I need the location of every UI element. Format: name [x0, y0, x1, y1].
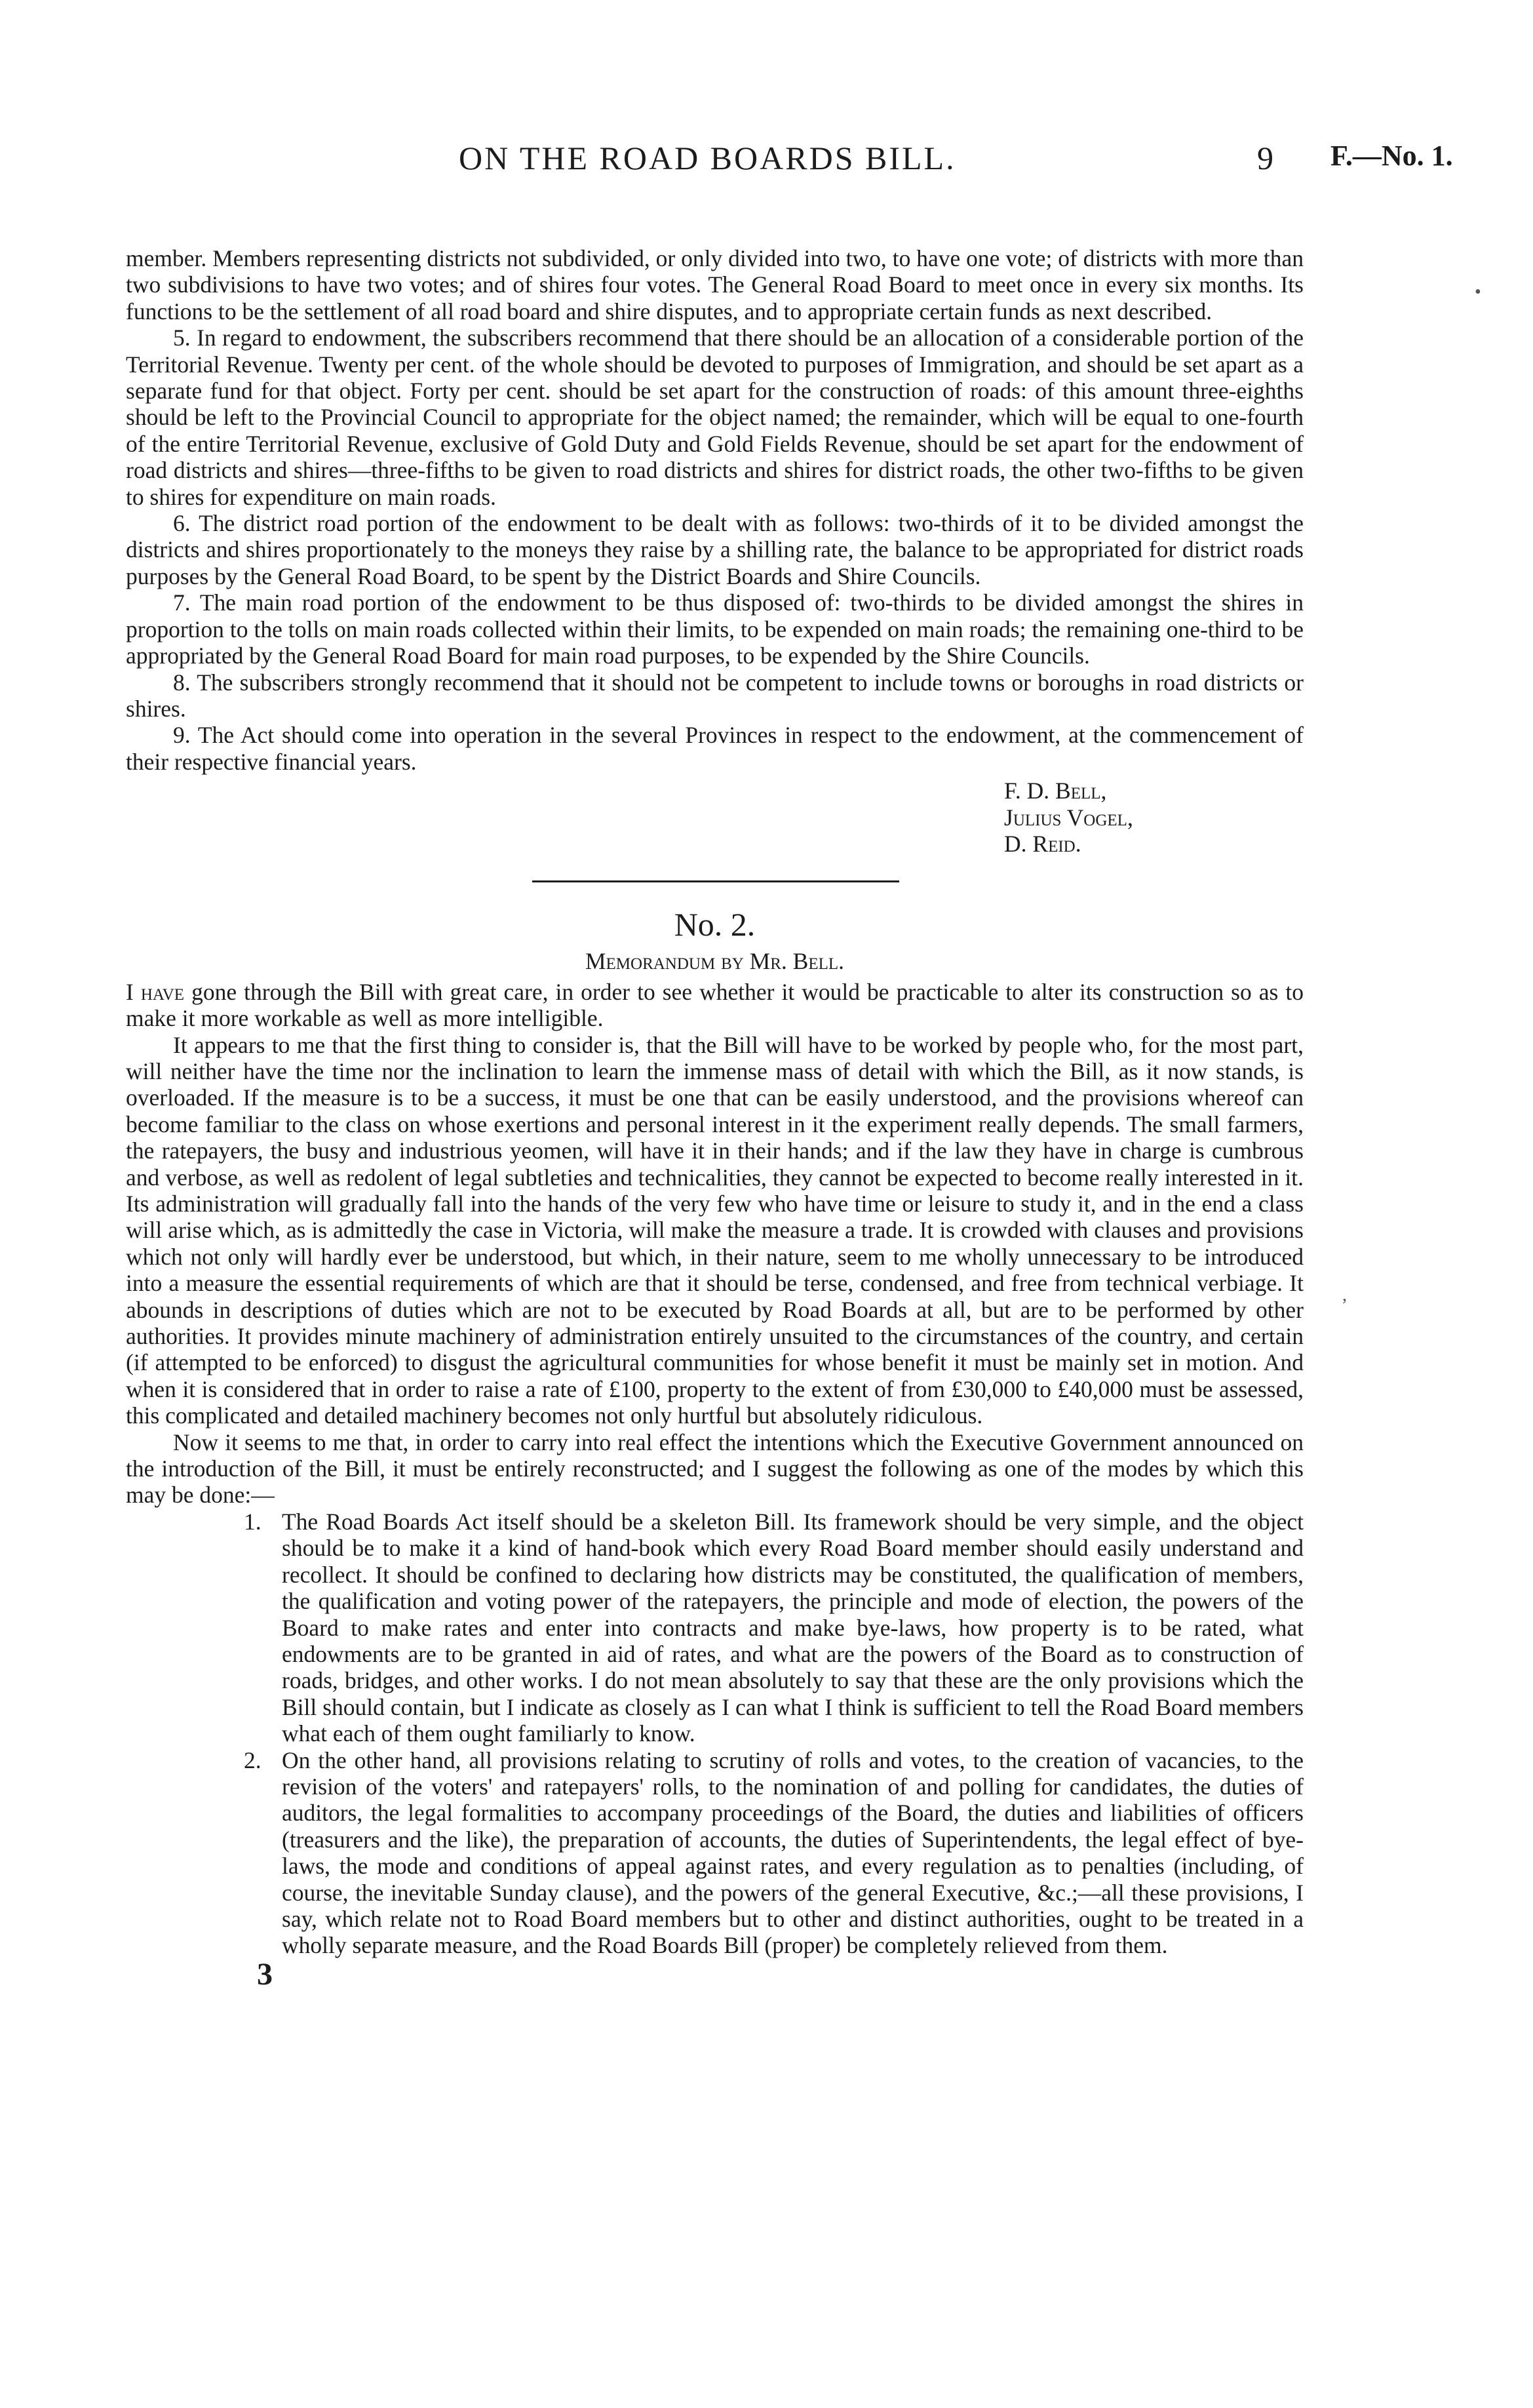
page-header: [0, 139, 1533, 185]
paragraph-9: 9. The Act should come into operation in the several Provinces in respect to the endowment, at the commencement of their respective financial years.: [126, 722, 1304, 775]
memo-paragraph-3: Now it seems to me that, in order to carry into real effect the intentions which the Executive Government announced on the introduction of the Bill, it must be entirely reconstructed; and I suggest the following as one of the modes by which this may be done:—: [126, 1429, 1304, 1509]
running-title: ON THE ROAD BOARDS BILL.: [459, 140, 956, 176]
signature-vogel: Julius Vogel,: [1004, 804, 1133, 831]
continuation-paragraph: member. Members representing districts not subdivided, or only divided into two, to have one vote; of districts with more than two subdivisions to have two votes; and of shires four votes. The General Road Board to meet once in every six months. Its functions to be the settlement of all road board and shire disputes, and to appropriate certain funds as next described.: [126, 245, 1304, 325]
stray-mark: ,: [1342, 1285, 1347, 1305]
memo-title: Memorandum by Mr. Bell.: [585, 948, 845, 975]
stray-mark: •: [1475, 282, 1481, 302]
signature-block: [1004, 778, 1304, 857]
paragraph-5: 5. In regard to endowment, the subscribers recommend that there should be an allocation of a considerable portion of the Territorial Revenue. Twenty per cent. of the whole should be devoted to purposes of Immigration, and should be set apart as a separate fund for that object. Forty per cent. should be set apart for the construction of roads: of this amount three-eighths should be left to the Provincial Council to appropriate for the object named; the remainder, which will be equal to one-fourth of the entire Territorial Revenue, exclusive of Gold Duty and Gold Fields Revenue, should be set apart for the endowment of road districts and shires—three-fifths to be given to road districts and shires for district roads, the other two-fifths to be given to shires for expenditure on main roads.: [126, 325, 1304, 510]
item-number: 1.: [244, 1508, 262, 1535]
paper-reference: F.—No. 1.: [1330, 140, 1453, 172]
memo-item-2: [244, 1747, 1304, 1959]
signature-reid: D. Reid.: [1004, 830, 1081, 857]
paragraph-7: 7. The main road portion of the endowment to be thus disposed of: two-thirds to be divided amongst the shires in proportion to the tolls on main roads collected within their limits, to be expended on main roads; the remaining one-third to be appropriated by the General Road Board for main road purposes, to be expended by the Shire Councils.: [126, 589, 1304, 669]
memo-opening-text: gone through the Bill with great care, in order to see whether it would be practicable to alter its construction so as to make it more workable as well as more intelligible.: [126, 978, 1304, 1032]
item-text: The Road Boards Act itself should be a skeleton Bill. Its framework should be very simple, and the object should be to make it a kind of hand-book which every Road Board member should easily understand and recollect. It should be confined to declaring how districts may be constituted, the qualification of members, the qualification and voting power of the ratepayers, the principle and mode of election, the powers of the Board to make rates and enter into contracts and make bye-laws, how property is to be rated, what endowments are to be granted in aid of rates, and what are the powers of the Board as to construction of roads, bridges, and other works. I do not mean absolutely to say that these are the only provisions which the Bill should contain, but I indicate as closely as I can what I think is sufficient to tell the Road Board members what each of them ought familiarly to know.: [282, 1508, 1304, 1747]
memo-number: No. 2.: [674, 906, 756, 943]
page-number: 9: [1257, 140, 1273, 176]
paragraph-8: 8. The subscribers strongly recommend that it should not be competent to include towns or boroughs in road districts or shires.: [126, 669, 1304, 722]
memo-item-1: [244, 1509, 1304, 1747]
item-text: On the other hand, all provisions relating to scrutiny of rolls and votes, to the creation of vacancies, to the revision of the voters' and ratepayers' rolls, to the nomination of and polling for candidates, the duties of auditors, the legal formalities to accompany proceedings of the Board, the duties and liabilities of officers (treasurers and the like), the preparation of accounts, the duties of Superintendents, the legal effect of bye-laws, the mode and conditions of appeal against rates, and every regulation as to penalties (including, of course, the inevitable Sunday clause), and the powers of the general Executive, &c.;—all these provisions, I say, which relate not to Road Board members but to other and distinct authorities, ought to be treated in a wholly separate measure, and the Road Boards Bill (proper) be completely relieved from them.: [282, 1747, 1304, 1959]
section-divider: [532, 880, 899, 882]
item-number: 2.: [244, 1747, 262, 1773]
paragraph-6: 6. The district road portion of the endowment to be dealt with as follows: two-thirds of it to be divided amongst the districts and shires proportionately to the moneys they raise by a shilling rate, the balance to be appropriated for district roads purposes by the General Road Board, to be spent by the District Boards and Shire Councils.: [126, 510, 1304, 589]
memo-opening-paragraph: [126, 979, 1304, 1032]
memo-paragraph-2: It appears to me that the first thing to consider is, that the Bill will have to be worked by people who, for the most part, will neither have the time nor the inclination to learn the immense mass of detail with which the Bill, as it now stands, is overloaded. If the measure is to be a success, it must be one that can be easily understood, and the provisions whereof can become familiar to the class on whose exertions and personal interest in it the experiment really depends. The small farmers, the ratepayers, the busy and industrious yeomen, will have it in their hands; and if the law they have in charge is cumbrous and verbose, as well as redolent of legal subtleties and technicalities, they cannot be expected to become really interested in it. Its administration will gradually fall into the hands of the very few who have time or leisure to study it, and in the end a class will arise which, as is admittedly the case in Victoria, will make the measure a trade. It is crowded with clauses and provisions which not only will hardly ever be understood, but which, in their nature, seem to me wholly unnecessary to be introduced into a measure the essential requirements of which are that it should be terse, condensed, and free from technical verbiage. It abounds in descriptions of duties which are not to be executed by Road Boards at all, but are to be performed by other authorities. It provides minute machinery of administration entirely unsuited to the circumstances of the country, and certain (if attempted to be enforced) to disgust the agricultural communities for whose benefit it must be mainly set in motion. And when it is considered that in order to raise a rate of £100, property to the extent of from £30,000 to £40,000 must be assessed, this complicated and detailed machinery becomes not only hurtful but absolutely ridiculous.: [126, 1031, 1304, 1429]
signature-bell: F. D. Bell,: [1004, 778, 1107, 804]
page-body: [126, 245, 1304, 1992]
memo-lead-words: I have: [126, 978, 185, 1005]
sheet-signature-mark: 3: [257, 1956, 273, 1992]
